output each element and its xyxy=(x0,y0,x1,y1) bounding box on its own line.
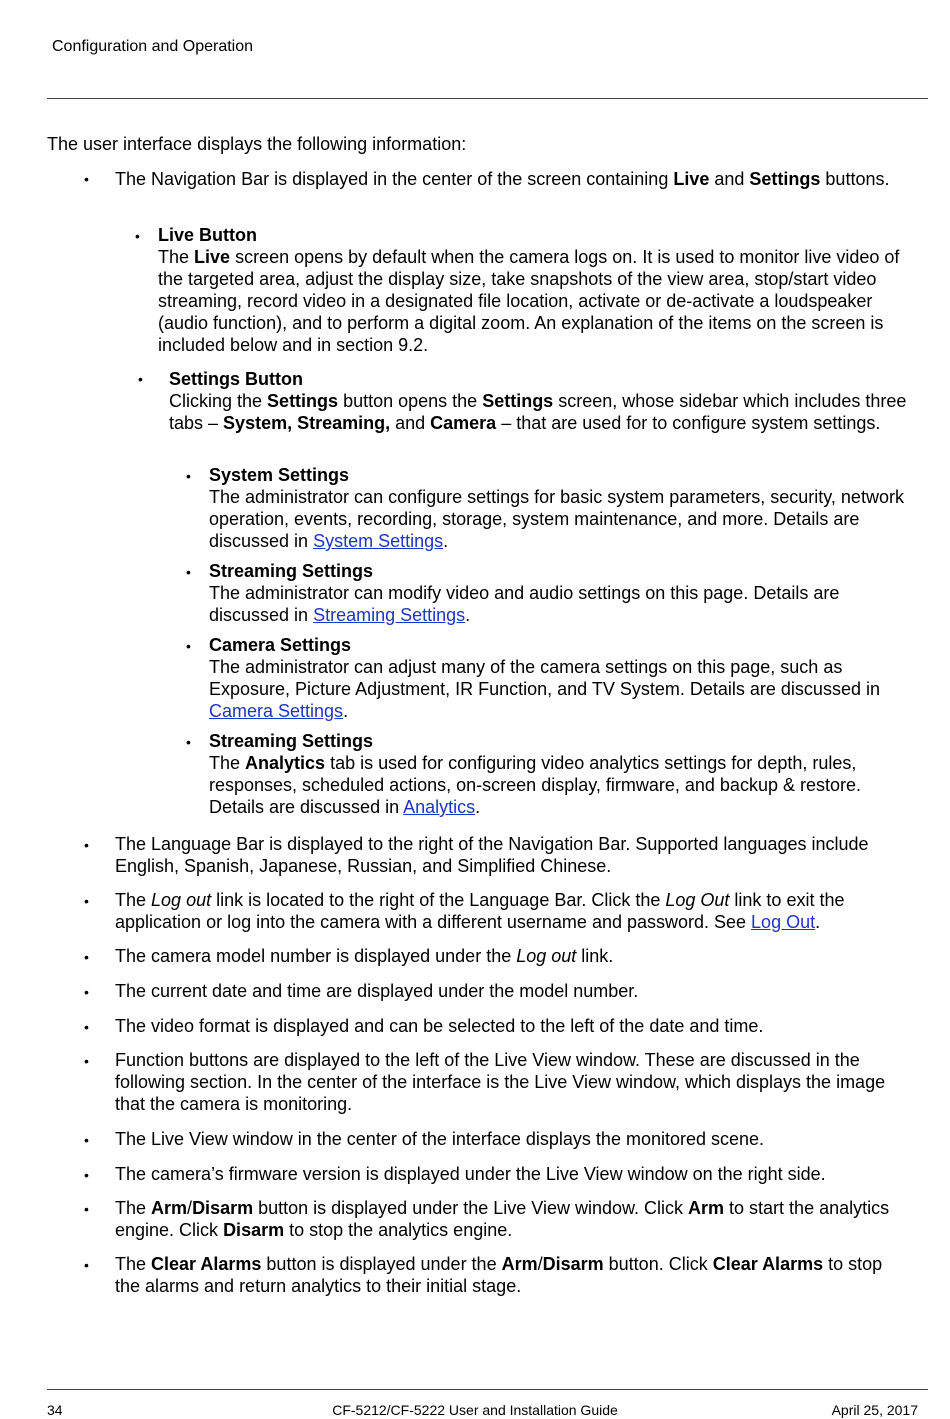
bullet-icon: • xyxy=(84,1167,89,1183)
page-number: 34 xyxy=(47,1402,63,1418)
bullet-icon: • xyxy=(84,1132,89,1148)
streaming-settings-link[interactable]: Streaming Settings xyxy=(313,605,466,625)
document-date: April 25, 2017 xyxy=(831,1402,918,1418)
bullet-icon: • xyxy=(84,984,89,1000)
camera-settings-link[interactable]: Camera Settings xyxy=(209,701,344,721)
system-settings-link[interactable]: System Settings xyxy=(313,531,444,551)
running-header: Configuration and Operation xyxy=(52,38,254,55)
settings-button-title: Settings Button xyxy=(169,369,303,389)
streaming-settings-item: Streaming Settings The administrator can modify video and audio settings on this page. Details are discussed in Streaming Settings. xyxy=(209,561,840,625)
logout-link[interactable]: Log Out xyxy=(751,912,816,932)
video-format-item: The video format is displayed and can be selected to the left of the date and time. xyxy=(115,1016,764,1036)
bullet-icon: • xyxy=(186,638,191,654)
nav-bar-item: The Navigation Bar is displayed in the center of the screen containing Live and Settings buttons. xyxy=(115,169,890,189)
header-divider xyxy=(47,98,928,99)
analytics-settings-item: Streaming Settings The Analytics tab is used for configuring video analytics settings for depth, rules, responses, scheduled actions, on-screen display, firmware, and backup & restore. Details are discussed in Analytics. xyxy=(209,731,861,817)
analytics-link[interactable]: Analytics xyxy=(403,797,476,817)
bullet-icon: • xyxy=(186,468,191,484)
arm-disarm-item: The Arm/Disarm button is displayed under the Live View window. Click Arm to start the analytics engine. Click Disarm to stop the analytics engine. xyxy=(115,1198,890,1240)
camera-settings-title: Camera Settings xyxy=(209,635,352,655)
bullet-icon: • xyxy=(84,893,89,909)
firmware-item: The camera’s firmware version is displayed under the Live View window on the right side. xyxy=(115,1164,826,1184)
bullet-icon: • xyxy=(84,837,89,853)
bullet-icon: • xyxy=(84,949,89,965)
settings-button-item: Settings Button Clicking the Settings button opens the Settings screen, whose sidebar which includes three tabs – System, Streaming, and Camera – that are used for to configure system settings. xyxy=(169,369,907,433)
clear-alarms-item: The Clear Alarms button is displayed under the Arm/Disarm button. Click Clear Alarms to stop the alarms and return analytics to their initial stage. xyxy=(115,1254,883,1296)
system-settings-title: System Settings xyxy=(209,465,350,485)
model-item: The camera model number is displayed under the Log out link. xyxy=(115,946,614,966)
footer-divider xyxy=(47,1389,928,1390)
logout-item: The Log out link is located to the right of the Language Bar. Click the Log Out link to exit the application or log into the camera with a different username and password. See Log Out. xyxy=(115,890,845,932)
bullet-icon: • xyxy=(186,564,191,580)
streaming-settings-title: Streaming Settings xyxy=(209,561,374,581)
analytics-settings-title: Streaming Settings xyxy=(209,731,374,751)
bullet-icon: • xyxy=(138,371,143,387)
bullet-icon: • xyxy=(84,1019,89,1035)
camera-settings-item: Camera Settings The administrator can adjust many of the camera settings on this page, such as Exposure, Picture Adjustment, IR Function, and TV System. Details are discussed in Camera Settings. xyxy=(209,635,880,721)
intro-text: The user interface displays the following information: xyxy=(47,134,467,154)
live-button-title: Live Button xyxy=(158,225,257,245)
function-buttons-item: Function buttons are displayed to the left of the Live View window. These are discussed in the following section. In the center of the interface is the Live View window, which displays the image that the camera is monitoring. xyxy=(115,1050,886,1114)
datetime-item: The current date and time are displayed under the model number. xyxy=(115,981,639,1001)
bullet-icon: • xyxy=(84,1053,89,1069)
bullet-icon: • xyxy=(84,1201,89,1217)
live-view-item: The Live View window in the center of the interface displays the monitored scene. xyxy=(115,1129,765,1149)
bullet-icon: • xyxy=(84,171,89,187)
live-button-item: Live Button The Live screen opens by default when the camera logs on. It is used to monitor live video of the targeted area, adjust the display size, take snapshots of the view area, stop/start video streaming, record video in a designated file location, activate or de-activate a loudspeaker (audio function), and to perform a digital zoom. An explanation of the items on the screen is included below and in section 9.2. xyxy=(158,225,900,355)
system-settings-item: System Settings The administrator can configure settings for basic system parameters, security, network operation, events, recording, storage, system maintenance, and more. Details are discussed in System Settings. xyxy=(209,465,904,551)
document-title: CF-5212/CF-5222 User and Installation Guide xyxy=(332,1402,618,1418)
bullet-icon: • xyxy=(186,734,191,750)
language-bar-item: The Language Bar is displayed to the right of the Navigation Bar. Supported languages include English, Spanish, Japanese, Russian, and Simplified Chinese. xyxy=(115,834,869,876)
bullet-icon: • xyxy=(84,1257,89,1273)
bullet-icon: • xyxy=(135,228,140,244)
